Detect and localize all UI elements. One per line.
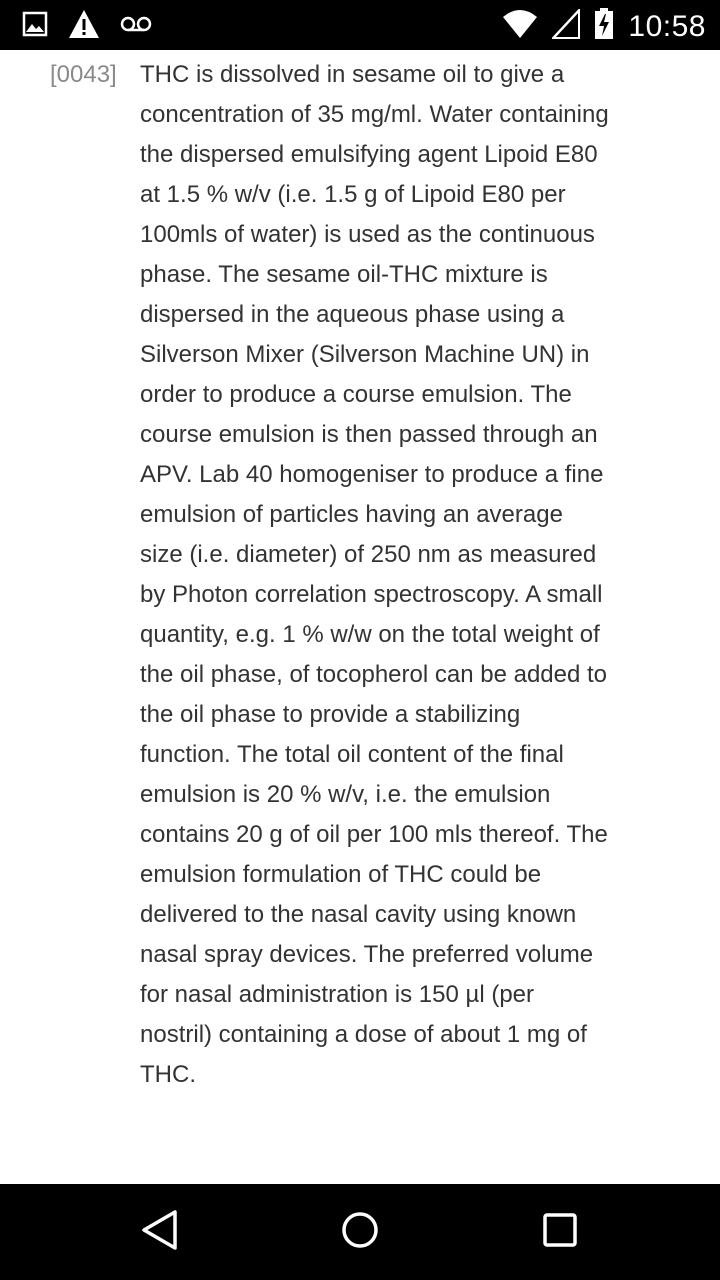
cell-signal-icon <box>552 9 580 44</box>
clock: 10:58 <box>628 9 706 43</box>
warning-icon <box>68 9 100 44</box>
home-icon <box>340 1210 380 1255</box>
paragraph-number: [0043] <box>50 61 117 88</box>
status-bar-notifications <box>22 9 152 44</box>
paragraph-text: THC is dissolved in sesame oil to give a concentration of 35 mg/ml. Water containing the dispersed emulsifying agent Lipoid E80 at 1.5 % w/v (i.e. 1.5 g of Lipoid E80 per 100mls of water) is used as the continuous phase. The sesame oil-THC mixture is dispersed in the aqueous phase using a Silverson Mixer (Silverson Machine UN) in order to produce a course emulsion. The course emulsion is then passed through an APV. Lab 40 homogeniser to produce a fine emulsion of particles having an average size (i.e. diameter) of 250 nm as measured by Photon correlation spectroscopy. A small quantity, e.g. 1 % w/w on the total weight of the oil phase, of tocopherol can be added to the oil phase to provide a stabilizing function. The total oil content of the final emulsion is 20 % w/v, i.e. the emulsion contains 20 g of oil per 100 mls thereof. The emulsion formulation of THC could be delivered to the nasal cavity using known nasal spray devices. The preferred volume for nasal administration is 150 µl (per nostril) containing a dose of about 1 mg of THC. <box>140 61 609 1088</box>
wifi-icon <box>502 9 538 44</box>
status-bar-system <box>502 8 706 45</box>
back-button[interactable] <box>136 1208 184 1256</box>
recents-button[interactable] <box>536 1208 584 1256</box>
recents-icon <box>542 1212 578 1253</box>
voicemail-icon <box>120 14 152 39</box>
navigation-bar <box>0 1184 720 1280</box>
document-view[interactable] <box>0 50 720 1184</box>
image-icon <box>22 11 48 42</box>
home-button[interactable] <box>336 1208 384 1256</box>
battery-charging-icon <box>594 8 614 45</box>
status-bar <box>0 0 720 50</box>
back-icon <box>140 1209 180 1256</box>
